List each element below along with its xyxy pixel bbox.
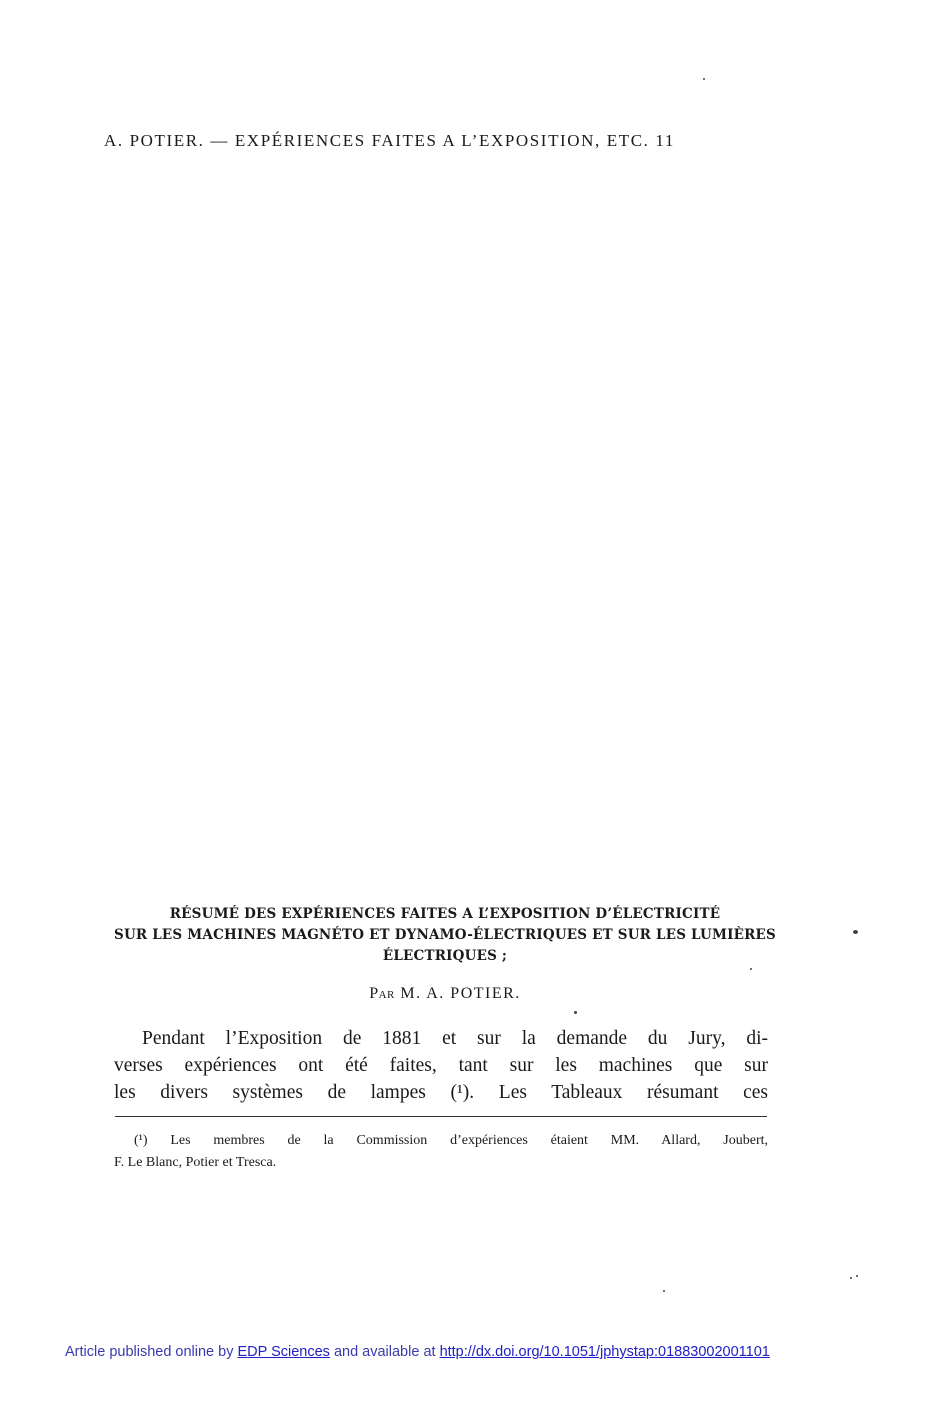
byline — [100, 985, 790, 1003]
publication-footer — [65, 1344, 770, 1360]
footnote-rule — [115, 1116, 767, 1118]
title-line: ÉLECTRIQUES ; — [382, 948, 508, 964]
byline-author: M. A. POTIER. — [400, 985, 521, 1002]
body-line: les divers systèmes de lampes (¹). Les Tableaux résumant ces — [114, 1082, 768, 1103]
scan-speck — [574, 1011, 577, 1014]
byline-par: Par — [369, 985, 395, 1002]
article-title — [100, 904, 790, 967]
footnote — [114, 1130, 768, 1174]
scan-speck — [850, 1277, 852, 1279]
scan-speck — [750, 968, 752, 970]
publisher-link[interactable]: EDP Sciences — [237, 1344, 330, 1360]
body-line: verses expériences ont été faites, tant sur les machines que sur — [114, 1055, 768, 1076]
scan-speck — [853, 930, 858, 934]
title-line: RÉSUMÉ DES EXPÉRIENCES FAITES A L’EXPOSITION D’ÉLECTRICITÉ — [169, 906, 721, 922]
scan-speck — [856, 1275, 858, 1277]
title-line: SUR LES MACHINES MAGNÉTO ET DYNAMO-ÉLECTRIQUES ET SUR LES LUMIÈRES — [114, 927, 776, 943]
body-paragraph — [114, 1025, 768, 1106]
body-line: Pendant l’Exposition de 1881 et sur la demande du Jury, di- — [142, 1028, 768, 1049]
scan-speck — [663, 1290, 665, 1292]
footer-prefix: Article published online by — [65, 1344, 234, 1360]
footnote-line: (¹) Les membres de la Commission d’expériences étaient MM. Allard, Joubert, — [134, 1133, 768, 1148]
footnote-line: F. Le Blanc, Potier et Tresca. — [114, 1155, 277, 1170]
scan-speck — [703, 78, 705, 80]
footer-middle: and available at — [333, 1344, 436, 1360]
doi-link[interactable]: http://dx.doi.org/10.1051/jphystap:01883002001101 — [439, 1344, 770, 1360]
running-head: A. POTIER. — EXPÉRIENCES FAITES A L’EXPOSITION, ETC. 11 — [104, 131, 675, 150]
